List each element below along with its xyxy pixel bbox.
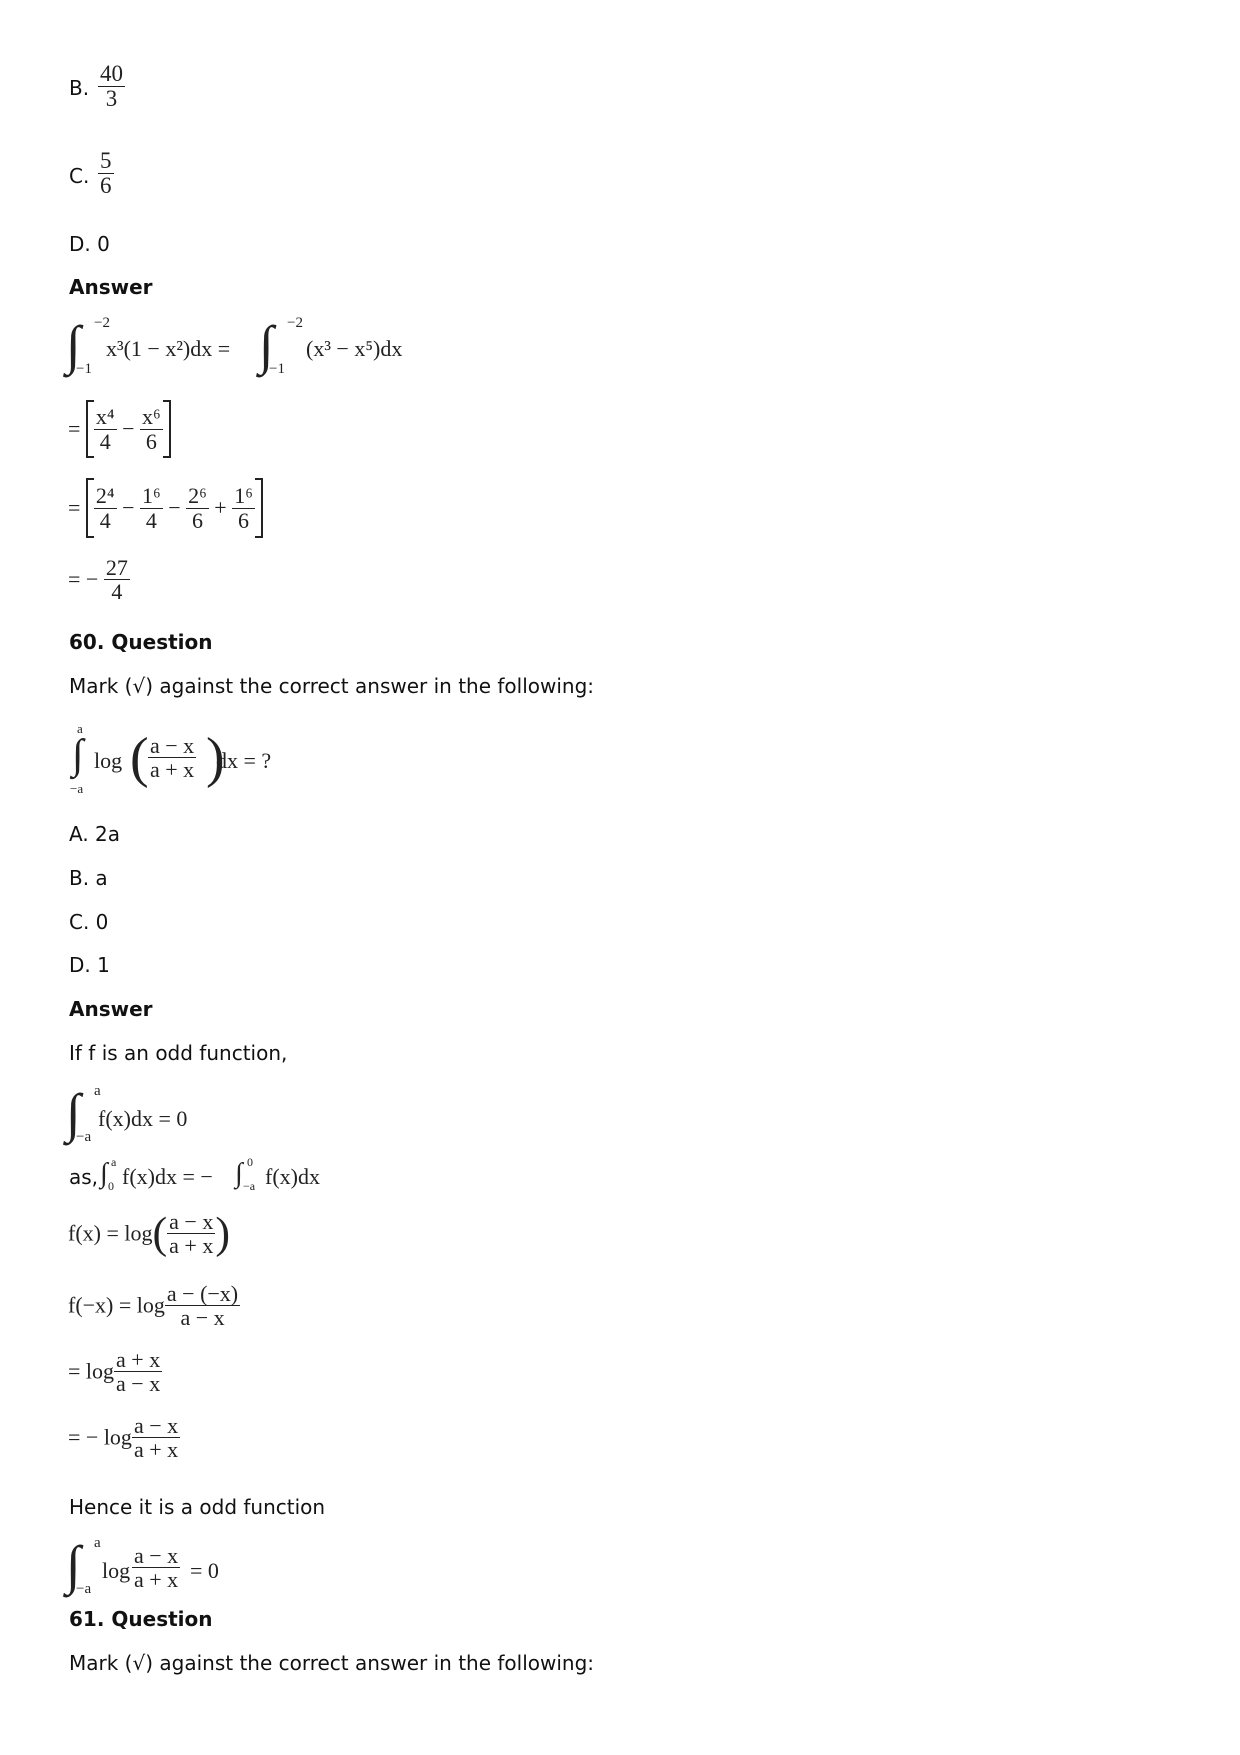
option-a: A. 2a: [69, 822, 121, 846]
q59-integral-line: ∫ −2 −1 x³(1 − x²)dx = ∫ −2 −1 (x³ − x⁵)dx: [66, 315, 403, 377]
integral-sign: ∫: [66, 1083, 81, 1143]
option-b-label: B.: [69, 76, 90, 100]
option-d: D. 1: [69, 953, 110, 977]
integral-sign: ∫: [72, 732, 84, 778]
question-61-prompt: Mark (√) against the correct answer in the following:: [69, 1651, 595, 1675]
option-c-label: C.: [69, 164, 90, 188]
fmx-definition: f(−x) = log $\frac{a - (-x)}{a - x}$: [68, 1281, 239, 1331]
hence-text: Hence it is a odd function: [69, 1495, 326, 1519]
fx-definition: f(x) = log( $\frac{a - x}{a + x}$ ): [68, 1208, 230, 1259]
q59-step-3: = $\frac{\text{2⁴}}{4}$ − $\frac{\text{1⁶}}{4}$ − $\frac{\text{2⁶}}{6}$ + $\frac{\text{1⁶}}{6}$: [68, 478, 263, 538]
option-b: B. a: [69, 866, 108, 890]
answer-heading-59: Answer: [69, 275, 153, 299]
as-text: as,: [69, 1165, 99, 1189]
integral-sign: ∫: [66, 1535, 81, 1595]
integral-sign: ∫: [100, 1158, 108, 1189]
step-log-2: = − log $\frac{a - x}{a + x}$: [68, 1413, 179, 1463]
odd-function-text: If f is an odd function,: [69, 1041, 288, 1065]
option-b-fraction: $\frac{40}{3}$: [100, 61, 123, 112]
odd-integral: ∫ a −a f(x)dx = 0: [66, 1083, 188, 1145]
step-log-1: = log $\frac{a + x}{a - x}$: [68, 1347, 161, 1397]
question-60-prompt: Mark (√) against the correct answer in the following:: [69, 674, 595, 698]
q59-step-4: = − $\frac{27}{4}$: [68, 555, 128, 605]
q59-step-2: = $\frac{\text{x⁴}}{4}$ − $\frac{\text{x⁶}}{6}$: [68, 400, 171, 458]
option-c: C. 0: [69, 910, 109, 934]
integral-sign: ∫: [66, 315, 81, 375]
option-c-fraction: $\frac{5}{6}$: [100, 148, 112, 199]
option-d: D. 0: [69, 232, 110, 256]
integral-sign: ∫: [235, 1158, 243, 1189]
q60-integral: a ∫ −a log ( a − x a + x ) dx = ?: [70, 721, 272, 796]
as-integral: ∫ a 0 f(x)dx = − ∫ 0 −a f(x)dx: [100, 1155, 320, 1193]
question-60-heading: 60. Question: [69, 630, 213, 654]
answer-heading-60: Answer: [69, 997, 153, 1021]
question-61-heading: 61. Question: [69, 1607, 213, 1631]
final-integral: ∫ a −a log a − x a + x = 0: [66, 1535, 219, 1597]
integral-sign: ∫: [259, 315, 274, 375]
